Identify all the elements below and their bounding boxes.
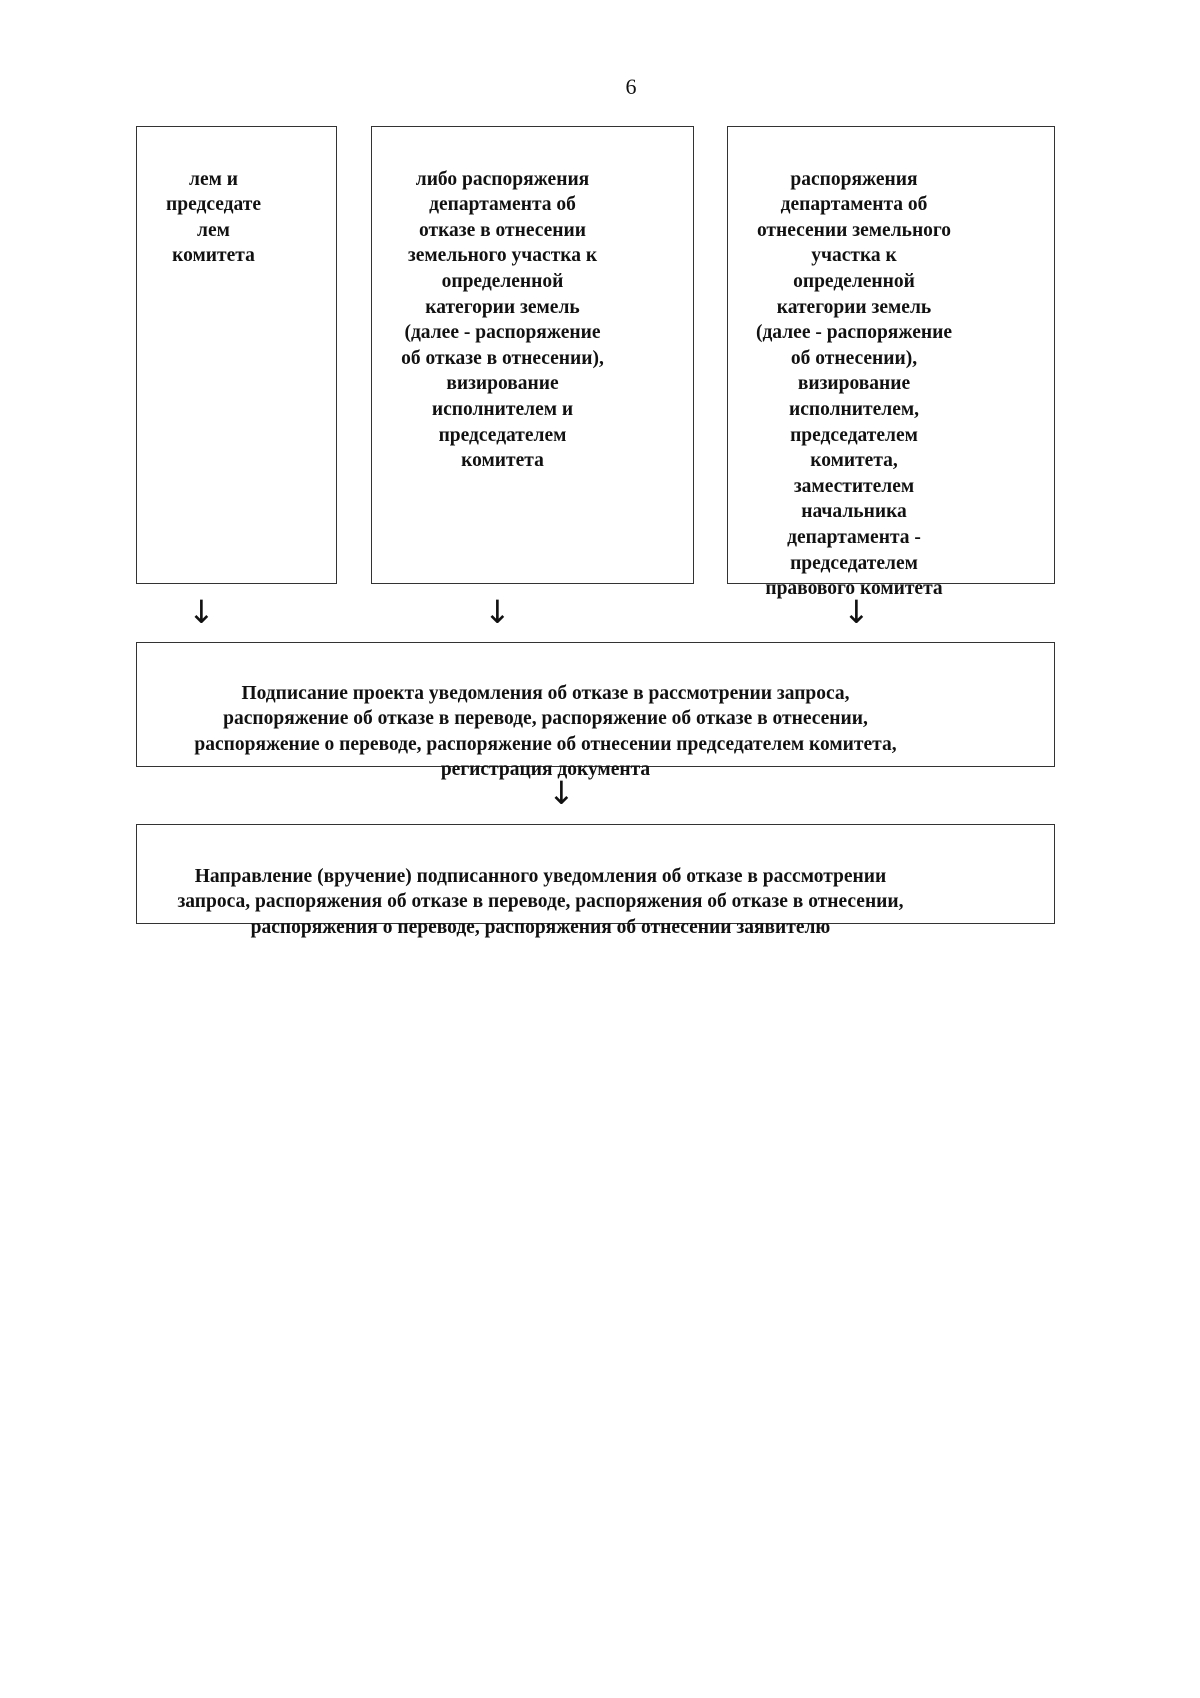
down-arrow-icon: ↓ xyxy=(484,593,511,631)
flow-box-delivery xyxy=(136,824,1055,938)
down-arrow-icon: ↓ xyxy=(843,593,870,631)
flow-box-col2 xyxy=(371,126,694,584)
flow-box-col2-text: либо распоряжения департамента об отказе в отнесении земельного участка к определенной категории земель (далее - распоряжение об отказе в отнесении), визирование исполнителем и председателем комитета xyxy=(401,168,604,472)
page-number: 6 xyxy=(625,74,637,99)
flow-box-col3-text: распоряжения департамента об отнесении земельного участка к определенной категории земель (далее - распоряжение об отнесении), визирование исполнителем, председателем комитета, заместителем начальника департамента - председателем правового комитета xyxy=(755,168,953,600)
flow-box-signing-text: Подписание проекта уведомления об отказе в рассмотрении запроса, распоряжение об отказе в переводе, распоряжение об отказе в отнесении, распоряжение о переводе, распоряжение об отнесении председателем комитета, регистрация документа xyxy=(194,682,897,780)
flow-box-delivery-text: Направление (вручение) подписанного уведомления об отказе в рассмотрении запроса, распоряжения об отказе в переводе, распоряжения об отказе в отнесении, распоряжения о переводе, распоряжения об отнесении заявителю xyxy=(177,865,904,938)
flow-box-col1 xyxy=(136,126,337,584)
down-arrow-icon: ↓ xyxy=(188,593,215,631)
flow-box-col1-text: лем и председате лем комитета xyxy=(166,168,261,267)
down-arrow-icon: ↓ xyxy=(548,774,575,812)
flow-box-col3 xyxy=(727,126,1055,600)
flow-box-signing xyxy=(136,642,1055,780)
